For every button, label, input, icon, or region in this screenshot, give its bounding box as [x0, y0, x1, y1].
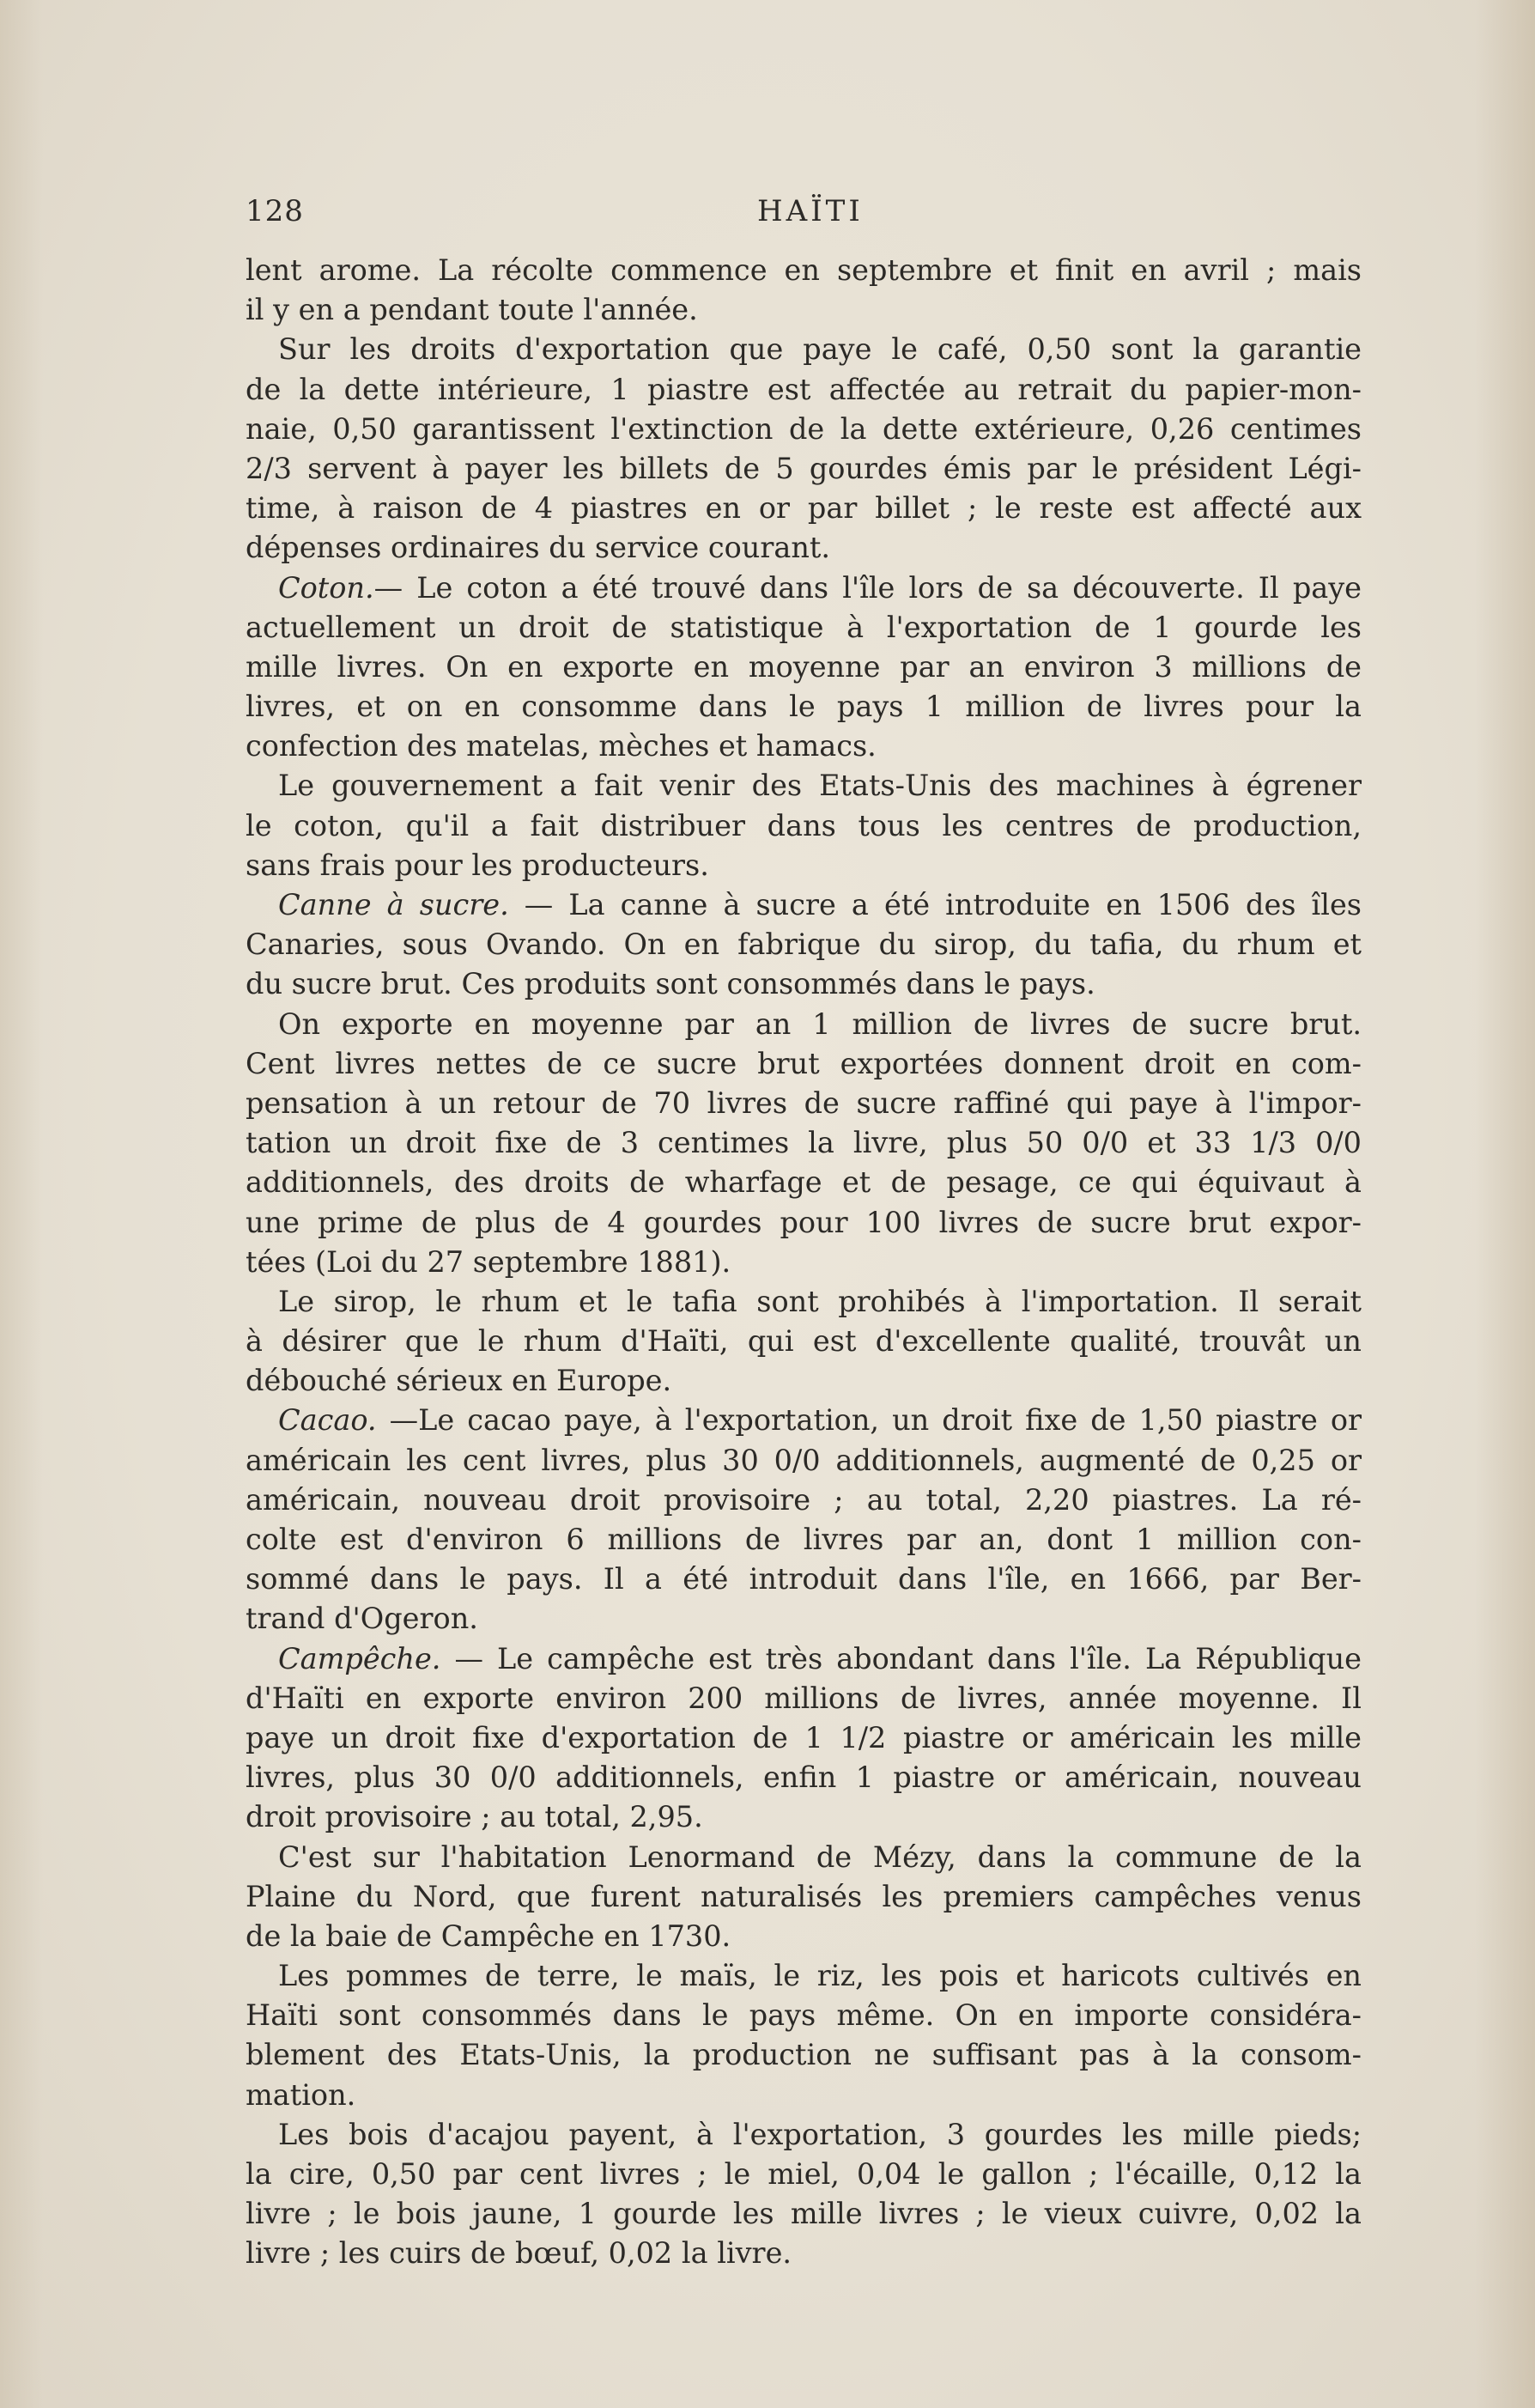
text-line: naie, 0,50 garantissent l'extinction de la dette extérieure, 0,26 centimes — [246, 411, 1362, 446]
text-line: Les bois d'acajou payent, à l'exportation, 3 gourdes les mille pieds; — [278, 2117, 1362, 2151]
page-number: 128 — [246, 194, 304, 228]
text-line: sans frais pour les producteurs. — [246, 848, 709, 882]
text-line: la cire, 0,50 par cent livres ; le miel, 0,04 le gallon ; l'écaille, 0,12 la — [246, 2157, 1362, 2191]
text-line: trand d'Ogeron. — [246, 1602, 478, 1636]
text-line: livre ; le bois jaune, 1 gourde les mille livres ; le vieux cuivre, 0,02 la — [246, 2197, 1362, 2231]
text-line: Haïti sont consommés dans le pays même. On en importe considéra- — [246, 1998, 1362, 2033]
text-line: débouché sérieux en Europe. — [246, 1364, 672, 1398]
text-line: Plaine du Nord, que furent naturalisés les premiers campêches venus — [246, 1879, 1362, 1913]
text-line: dépenses ordinaires du service courant. — [246, 531, 831, 565]
text-line: il y en a pendant toute l'année. — [246, 293, 698, 327]
text-line: lent arome. La récolte commence en septembre et finit en avril ; mais — [246, 253, 1362, 287]
text-line: le coton, qu'il a fait distribuer dans tous les centres de production, — [246, 808, 1362, 842]
text-line: paye un droit fixe d'exportation de 1 1/2 piastre or américain les mille — [246, 1720, 1362, 1754]
text-line: actuellement un droit de statistique à l'exportation de 1 gourde les — [246, 610, 1362, 644]
text-line: Le sirop, le rhum et le tafia sont prohibés à l'importation. Il serait — [278, 1284, 1362, 1318]
text-line: américain les cent livres, plus 30 0/0 additionnels, augmenté de 0,25 or — [246, 1443, 1362, 1477]
text-line: du sucre brut. Ces produits sont consommés dans le pays. — [246, 967, 1095, 1001]
text-line: mation. — [246, 2077, 356, 2112]
text-line: 2/3 servent à payer les billets de 5 gourdes émis par le président Légi- — [246, 451, 1362, 485]
text-line: colte est d'environ 6 millions de livres par an, dont 1 million con- — [246, 1523, 1362, 1556]
page-edge-shadow-right — [1475, 0, 1535, 2408]
section-heading-coton: Coton. — [278, 570, 374, 605]
text-run: — Le coton a été trouvé dans l'île lors de sa découverte. Il paye — [373, 570, 1362, 605]
text-line: time, à raison de 4 piastres en or par billet ; le reste est affecté aux — [246, 491, 1362, 526]
text-line: mille livres. On en exporte en moyenne par an environ 3 millions de — [246, 649, 1362, 684]
text-line: confection des matelas, mèches et hamacs. — [246, 729, 877, 763]
text-line: additionnels, des droits de wharfage et de pesage, ce qui équivaut à — [246, 1165, 1362, 1200]
text-line: On exporte en moyenne par an 1 million de livres de sucre brut. — [278, 1006, 1362, 1041]
text-line: Le gouvernement a fait venir des Etats-Unis des machines à égrener — [278, 769, 1362, 803]
text-line: livres, et on en consomme dans le pays 1 million de livres pour la — [246, 690, 1362, 724]
body-text — [246, 251, 1362, 2274]
text-line: tées (Loi du 27 septembre 1881). — [246, 1244, 731, 1279]
text-line — [246, 1639, 1362, 1679]
text-line: C'est sur l'habitation Lenormand de Mézy, dans la commune de la — [278, 1839, 1362, 1874]
page-header — [246, 194, 1362, 237]
text-line: américain, nouveau droit provisoire ; au total, 2,20 piastres. La ré- — [246, 1482, 1362, 1517]
text-run: — Le campêche est très abondant dans l'île. La République — [454, 1641, 1362, 1675]
section-heading-campeche: Campêche. — [278, 1641, 441, 1675]
text-line: Les pommes de terre, le maïs, le riz, les pois et haricots cultivés en — [278, 1959, 1362, 1993]
section-heading-cacao: Cacao. — [278, 1403, 377, 1438]
page-edge-shadow-left — [0, 0, 43, 2408]
text-line: de la baie de Campêche en 1730. — [246, 1918, 731, 1953]
text-line: droit provisoire ; au total, 2,95. — [246, 1800, 703, 1834]
text-line: pensation à un retour de 70 livres de sucre raffiné qui paye à l'impor- — [246, 1085, 1362, 1120]
text-line: livre ; les cuirs de bœuf, 0,02 la livre. — [246, 2236, 792, 2271]
section-heading-canne: Canne à sucre. — [278, 888, 509, 921]
text-line: sommé dans le pays. Il a été introduit dans l'île, en 1666, par Ber- — [246, 1562, 1362, 1596]
running-title: HAÏTI — [757, 194, 864, 228]
text-line: de la dette intérieure, 1 piastre est affectée au retrait du papier-mon- — [246, 372, 1362, 406]
text-line: livres, plus 30 0/0 additionnels, enfin 1 piastre or américain, nouveau — [246, 1760, 1362, 1795]
text-line: Canaries, sous Ovando. On en fabrique du sirop, du tafia, du rhum et — [246, 927, 1362, 962]
text-line: une prime de plus de 4 gourdes pour 100 livres de sucre brut expor- — [246, 1205, 1362, 1239]
text-line: Cent livres nettes de ce sucre brut exportées donnent droit en com- — [246, 1046, 1362, 1080]
text-line — [246, 1401, 1362, 1440]
text-line: blement des Etats-Unis, la production ne suffisant pas à la consom- — [246, 2038, 1362, 2072]
text-line: d'Haïti en exporte environ 200 millions de livres, année moyenne. Il — [246, 1681, 1362, 1715]
text-run: —Le cacao paye, à l'exportation, un droit fixe de 1,50 piastre or — [389, 1403, 1362, 1438]
text-run: — La canne à sucre a été introduite en 1506 des îles — [524, 888, 1362, 921]
text-line: tation un droit fixe de 3 centimes la livre, plus 50 0/0 et 33 1/3 0/0 — [246, 1126, 1362, 1160]
text-line: à désirer que le rhum d'Haïti, qui est d'excellente qualité, trouvât un — [246, 1324, 1362, 1359]
text-line — [246, 569, 1362, 608]
text-line — [246, 885, 1362, 925]
text-line: Sur les droits d'exportation que paye le café, 0,50 sont la garantie — [278, 332, 1362, 367]
